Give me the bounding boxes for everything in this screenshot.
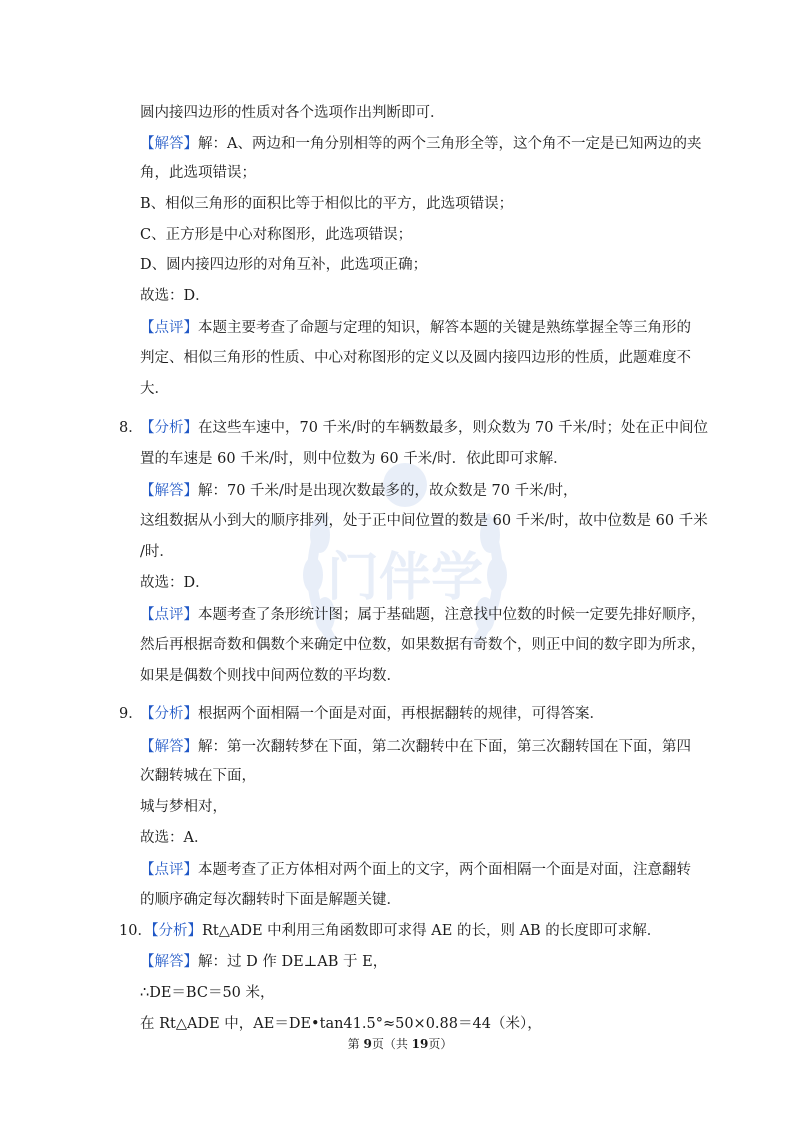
line-text: 在 Rt△ADE 中，AE＝DE•tan41.5°≈50×0.88＝44（米）， [140, 1016, 542, 1032]
line-text: 根据两个面相隔一个面是对面，再根据翻转的规律，可得答案． [198, 706, 604, 722]
text-line [140, 766, 256, 786]
section-tag: 【点评】 [140, 320, 198, 336]
text-line [140, 511, 708, 531]
text-line [140, 737, 691, 757]
line-text: 本题考查了条形统计图；属于基础题，注意找中位数的时候一定要先排好顺序， [198, 607, 706, 623]
footer-prefix: 第 [347, 1037, 364, 1051]
line-text: 然后再根据奇数和偶数个来确定中位数，如果数据有奇数个，则正中间的数字即为所求， [140, 637, 706, 653]
text-line [144, 921, 661, 941]
text-line [140, 194, 513, 214]
text-line [140, 890, 401, 910]
section-tag: 【分析】 [140, 706, 198, 722]
section-tag: 【解答】 [140, 954, 198, 970]
footer-suffix: 页） [428, 1037, 453, 1051]
line-text: /时． [140, 544, 174, 560]
footer-middle: 页（共 [371, 1037, 412, 1051]
section-tag: 【解答】 [140, 483, 198, 499]
text-line [140, 573, 210, 593]
section-tag: 【分析】 [144, 923, 202, 939]
line-text: 置的车速是 60 千米/时，则中位数为 60 千米/时．依此即可求解． [140, 451, 568, 467]
line-text: 如果是偶数个则找中间两位数的平均数． [140, 668, 401, 684]
line-text: 故选：A． [140, 830, 209, 846]
section-tag: 【解答】 [140, 739, 198, 755]
text-line [140, 318, 691, 338]
section-tag: 【点评】 [140, 862, 198, 878]
text-line [140, 605, 706, 625]
text-line [140, 666, 401, 686]
text-line [140, 163, 256, 183]
section-tag: 【点评】 [140, 607, 198, 623]
line-text: 次翻转城在下面， [140, 768, 256, 784]
line-text: 在这些车速中，70 千米/时的车辆数最多，则众数为 70 千米/时；处在正中间位 [198, 420, 708, 436]
section-tag: 【分析】 [140, 420, 198, 436]
line-text: 故选：D． [140, 288, 210, 304]
line-text: 判定、相似三角形的性质、中心对称图形的定义以及圆内接四边形的性质，此题难度不 [140, 350, 691, 366]
line-text: D、圆内接四边形的对角互补，此选项正确； [140, 257, 428, 273]
page-footer [0, 1036, 800, 1052]
line-text: 这组数据从小到大的顺序排列，处于正中间位置的数是 60 千米/时，故中位数是 60 千米 [140, 513, 708, 529]
footer-total-pages: 19 [411, 1037, 429, 1051]
line-text: C、正方形是中心对称图形，此选项错误； [140, 227, 413, 243]
text-line [140, 797, 227, 817]
line-text: 解：第一次翻转梦在下面，第二次翻转中在下面，第三次翻转国在下面，第四 [198, 739, 691, 755]
text-line [140, 286, 210, 306]
section-tag: 【解答】 [140, 136, 198, 152]
text-line [140, 379, 169, 399]
question-number: 8． [119, 420, 143, 436]
line-text: 解：A、两边和一角分别相等的两个三角形全等，这个角不一定是已知两边的夹 [198, 136, 702, 152]
text-line [140, 449, 568, 469]
line-text: 的顺序确定每次翻转时下面是解题关键． [140, 892, 401, 908]
line-text: 本题主要考查了命题与定理的知识，解答本题的关键是熟练掌握全等三角形的 [198, 320, 691, 336]
text-line [140, 860, 691, 880]
line-text: ∴DE＝BC＝50 米， [140, 985, 275, 1001]
text-line [140, 418, 708, 438]
text-line [140, 348, 691, 368]
text-line [140, 983, 275, 1003]
text-line [140, 542, 174, 562]
line-text: 解：70 千米/时是出现次数最多的，故众数是 70 千米/时， [198, 483, 578, 499]
text-line [140, 952, 387, 972]
text-line [140, 1014, 542, 1034]
text-line [140, 635, 706, 655]
text-line [140, 704, 604, 724]
line-text: Rt△ADE 中利用三角函数即可求得 AE 的长，则 AB 的长度即可求解． [202, 923, 662, 939]
line-text: 解：过 D 作 DE⊥AB 于 E， [198, 954, 388, 970]
text-line [140, 828, 208, 848]
text-line [140, 103, 445, 123]
line-text: 圆内接四边形的性质对各个选项作出判断即可． [140, 105, 445, 121]
watermark-text: 门伴学 [326, 548, 484, 608]
line-text: 角，此选项错误； [140, 165, 256, 181]
text-line [140, 481, 578, 501]
text-line [140, 255, 427, 275]
line-text: 本题考查了正方体相对两个面上的文字，两个面相隔一个面是对面，注意翻转 [198, 862, 691, 878]
line-text: 城与梦相对， [140, 799, 227, 815]
question-number: 10． [119, 923, 152, 939]
footer-page-number: 9 [363, 1037, 372, 1051]
question-number: 9． [119, 706, 143, 722]
text-line [140, 225, 412, 245]
text-line [140, 134, 701, 154]
line-text: B、相似三角形的面积比等于相似比的平方，此选项错误； [140, 196, 514, 212]
line-text: 故选：D． [140, 575, 210, 591]
line-text: 大． [140, 381, 169, 397]
